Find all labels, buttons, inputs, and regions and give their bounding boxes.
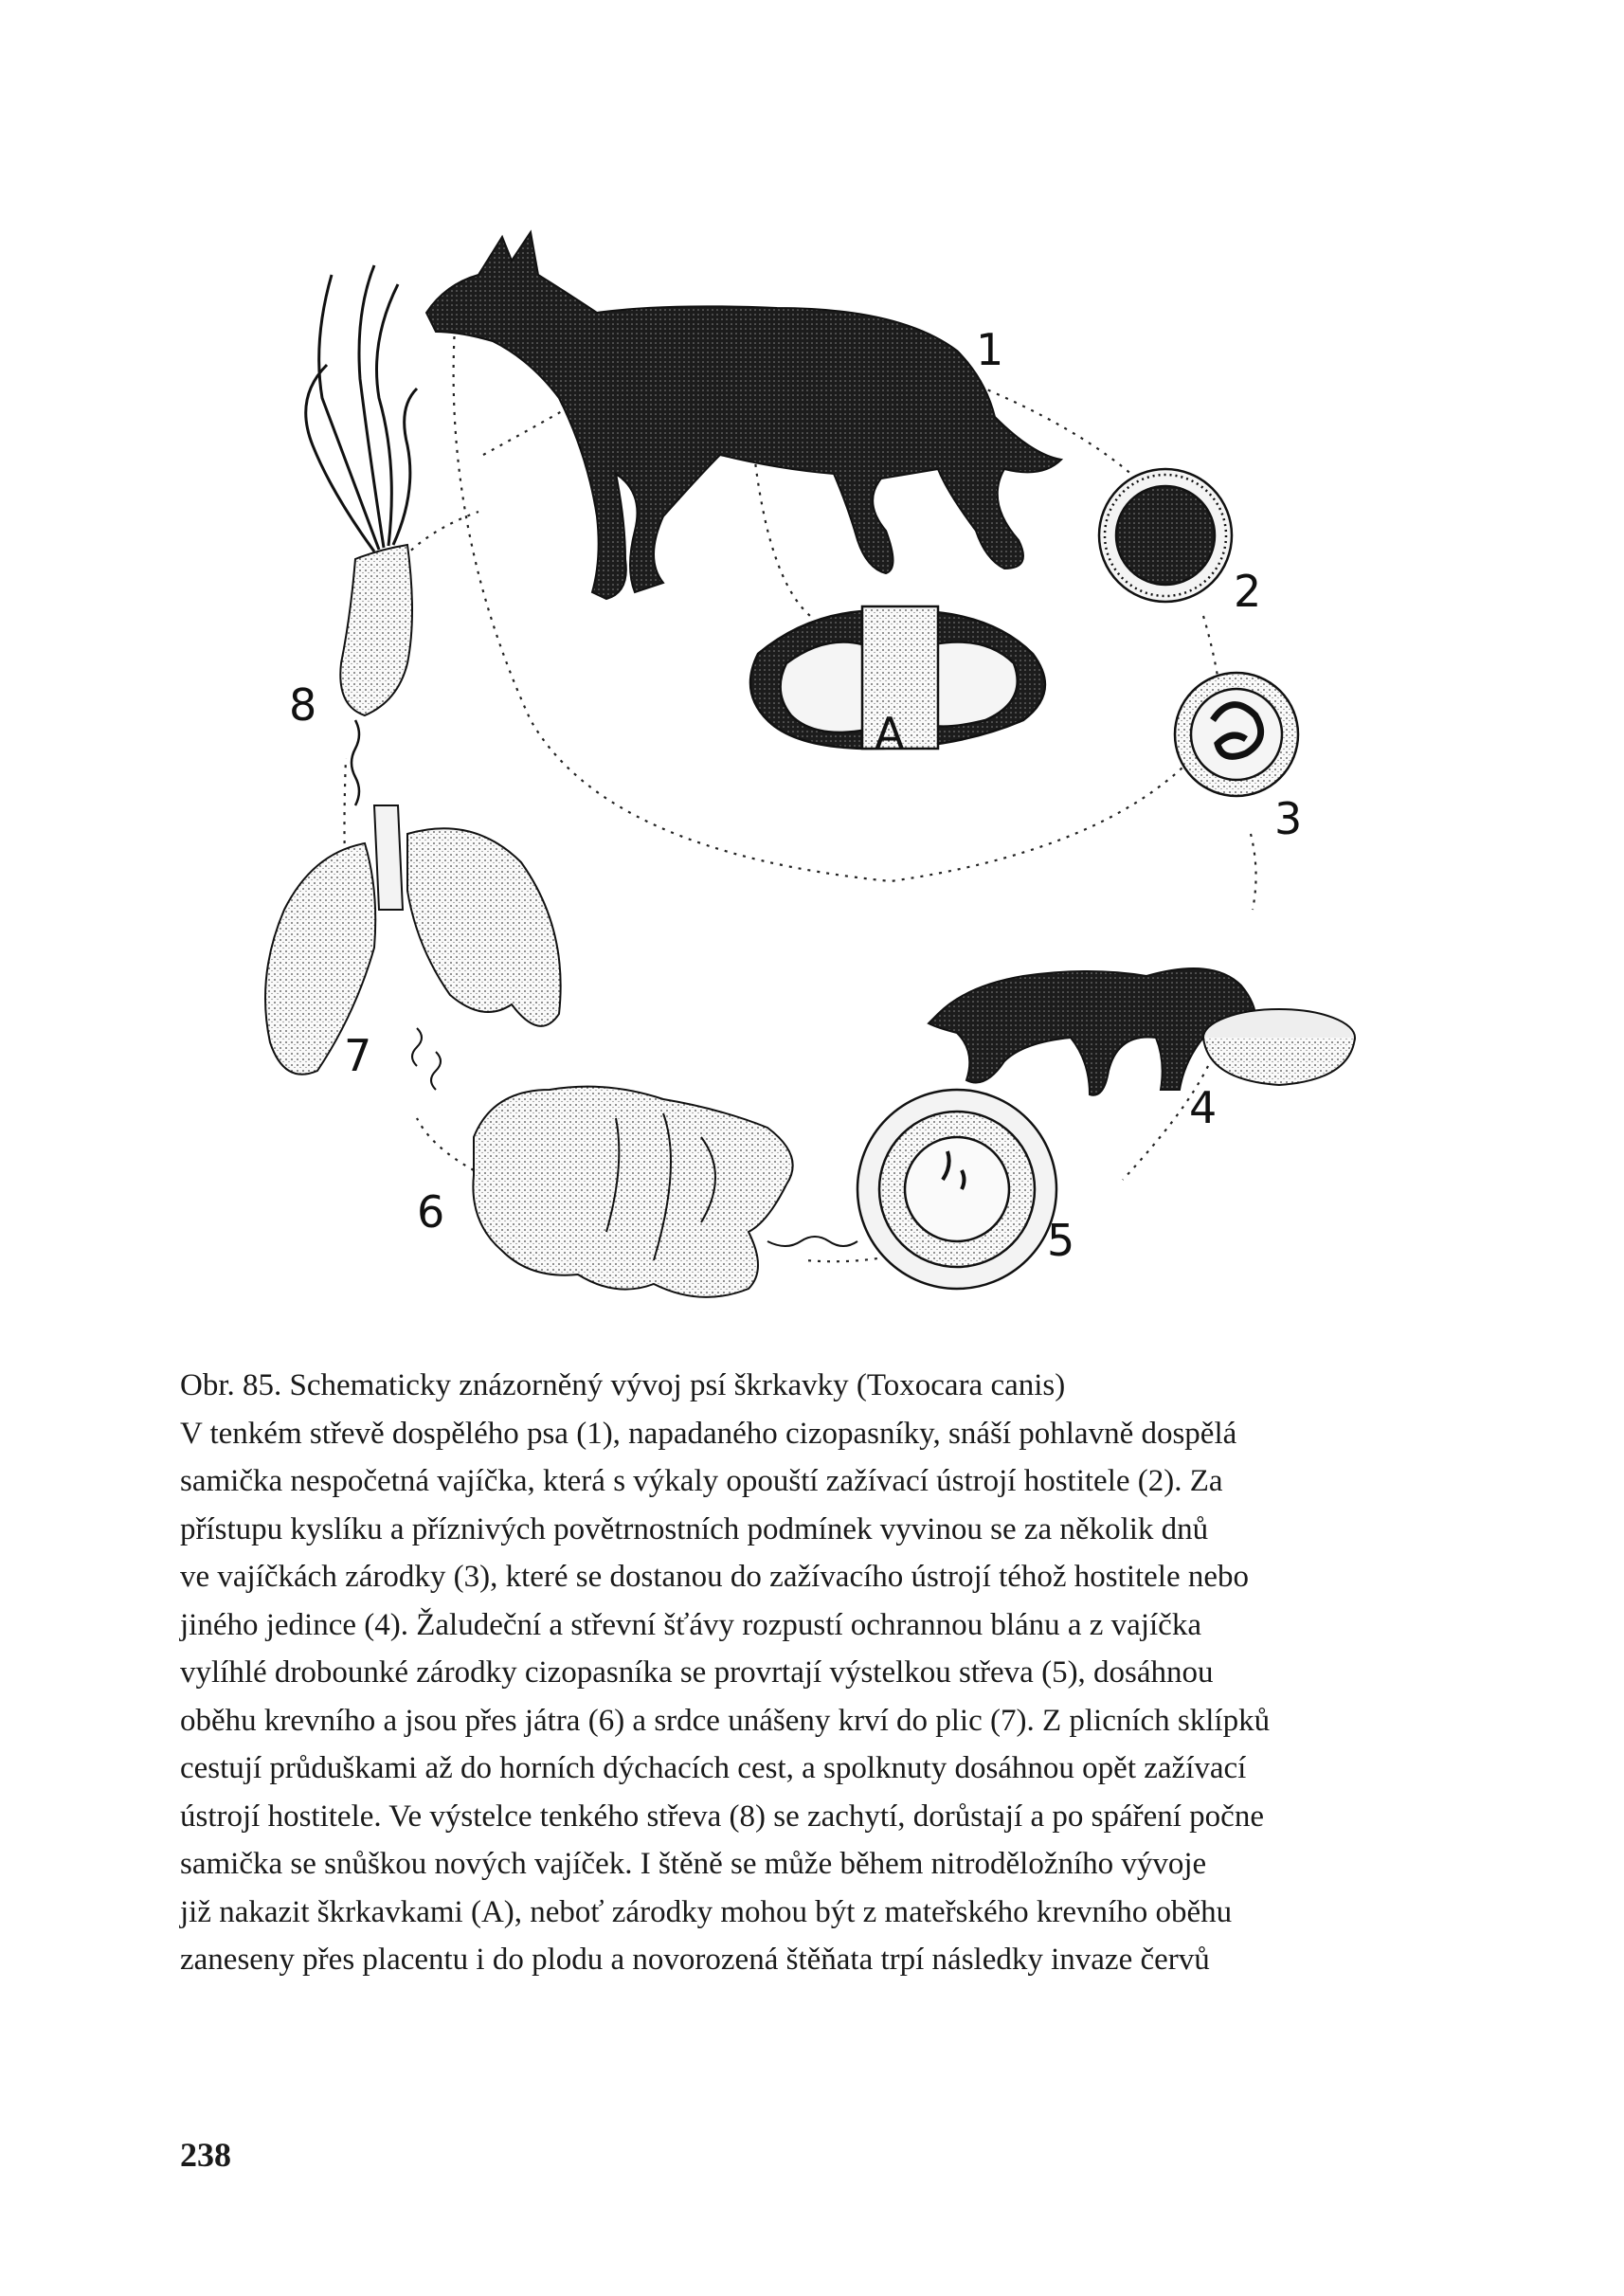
page-number: 238 bbox=[180, 2136, 231, 2174]
lungs-icon bbox=[265, 805, 561, 1090]
caption-line: zaneseny přes placentu i do plodu a novorozená štěňata trpí následky invaze červů bbox=[180, 1943, 1210, 1977]
stage-label-5: 5 bbox=[1047, 1215, 1075, 1266]
figure-caption bbox=[180, 1362, 1469, 1984]
caption-line: ústrojí hostitele. Ve výstelce tenkého střeva (8) se zachytí, dorůstají a po spáření počne bbox=[180, 1799, 1264, 1834]
stage-label-6: 6 bbox=[417, 1186, 445, 1238]
caption-line: samička se snůškou nových vajíček. I štěně se může během nitroděložního vývoje bbox=[180, 1847, 1207, 1881]
caption-line: oběhu krevního a jsou přes játra (6) a srdce unášeny krví do plic (7). Z plicních sklípků bbox=[180, 1703, 1271, 1738]
intestine-worms-icon bbox=[306, 265, 417, 805]
stage-label-8: 8 bbox=[289, 679, 317, 731]
embryonated-egg-icon bbox=[1175, 673, 1298, 796]
egg-icon bbox=[1099, 469, 1232, 602]
caption-line: přístupu kyslíku a příznivých povětrnostních podmínek vyvinou se za několik dnů bbox=[180, 1511, 1209, 1546]
stage-label-7: 7 bbox=[344, 1030, 372, 1081]
caption-line: samička nespočetná vajíčka, která s výkaly opouští zažívací ústrojí hostitele (2). Za bbox=[180, 1464, 1223, 1498]
caption-line: již nakazit škrkavkami (A), neboť zárodky mohou být z mateřského krevního oběhu bbox=[180, 1894, 1233, 1929]
stage-label-3: 3 bbox=[1274, 793, 1303, 844]
stage-label-4: 4 bbox=[1189, 1082, 1218, 1133]
stage-label-2: 2 bbox=[1234, 566, 1262, 617]
caption-line: vylíhlé drobounké zárodky cizopasníka se provrtají výstelkou střeva (5), dosáhnou bbox=[180, 1655, 1214, 1690]
liver-icon bbox=[473, 1087, 857, 1297]
caption-line: ve vajíčkách zárodky (3), které se dostanou do zažívacího ústrojí téhož hostitele nebo bbox=[180, 1560, 1250, 1594]
intestine-section-icon bbox=[857, 1090, 1056, 1289]
stage-label-A: A bbox=[875, 708, 905, 759]
caption-line: V tenkém střevě dospělého psa (1), napadaného cizopasníky, snáší pohlavně dospělá bbox=[180, 1416, 1237, 1451]
caption-title: Obr. 85. Schematicky znázorněný vývoj psí škrkavky (Toxocara canis) bbox=[180, 1368, 1066, 1402]
adult-dog-icon bbox=[426, 232, 1061, 599]
caption-line: cestují průduškami až do horních dýchacích cest, a spolknuty dosáhnou opět zažívací bbox=[180, 1751, 1247, 1785]
puppy-eating-icon bbox=[929, 968, 1355, 1095]
stage-label-1: 1 bbox=[976, 324, 1004, 375]
caption-line: jiného jedince (4). Žaludeční a střevní šťávy rozpustí ochrannou blánu a z vajíčka bbox=[180, 1607, 1201, 1642]
